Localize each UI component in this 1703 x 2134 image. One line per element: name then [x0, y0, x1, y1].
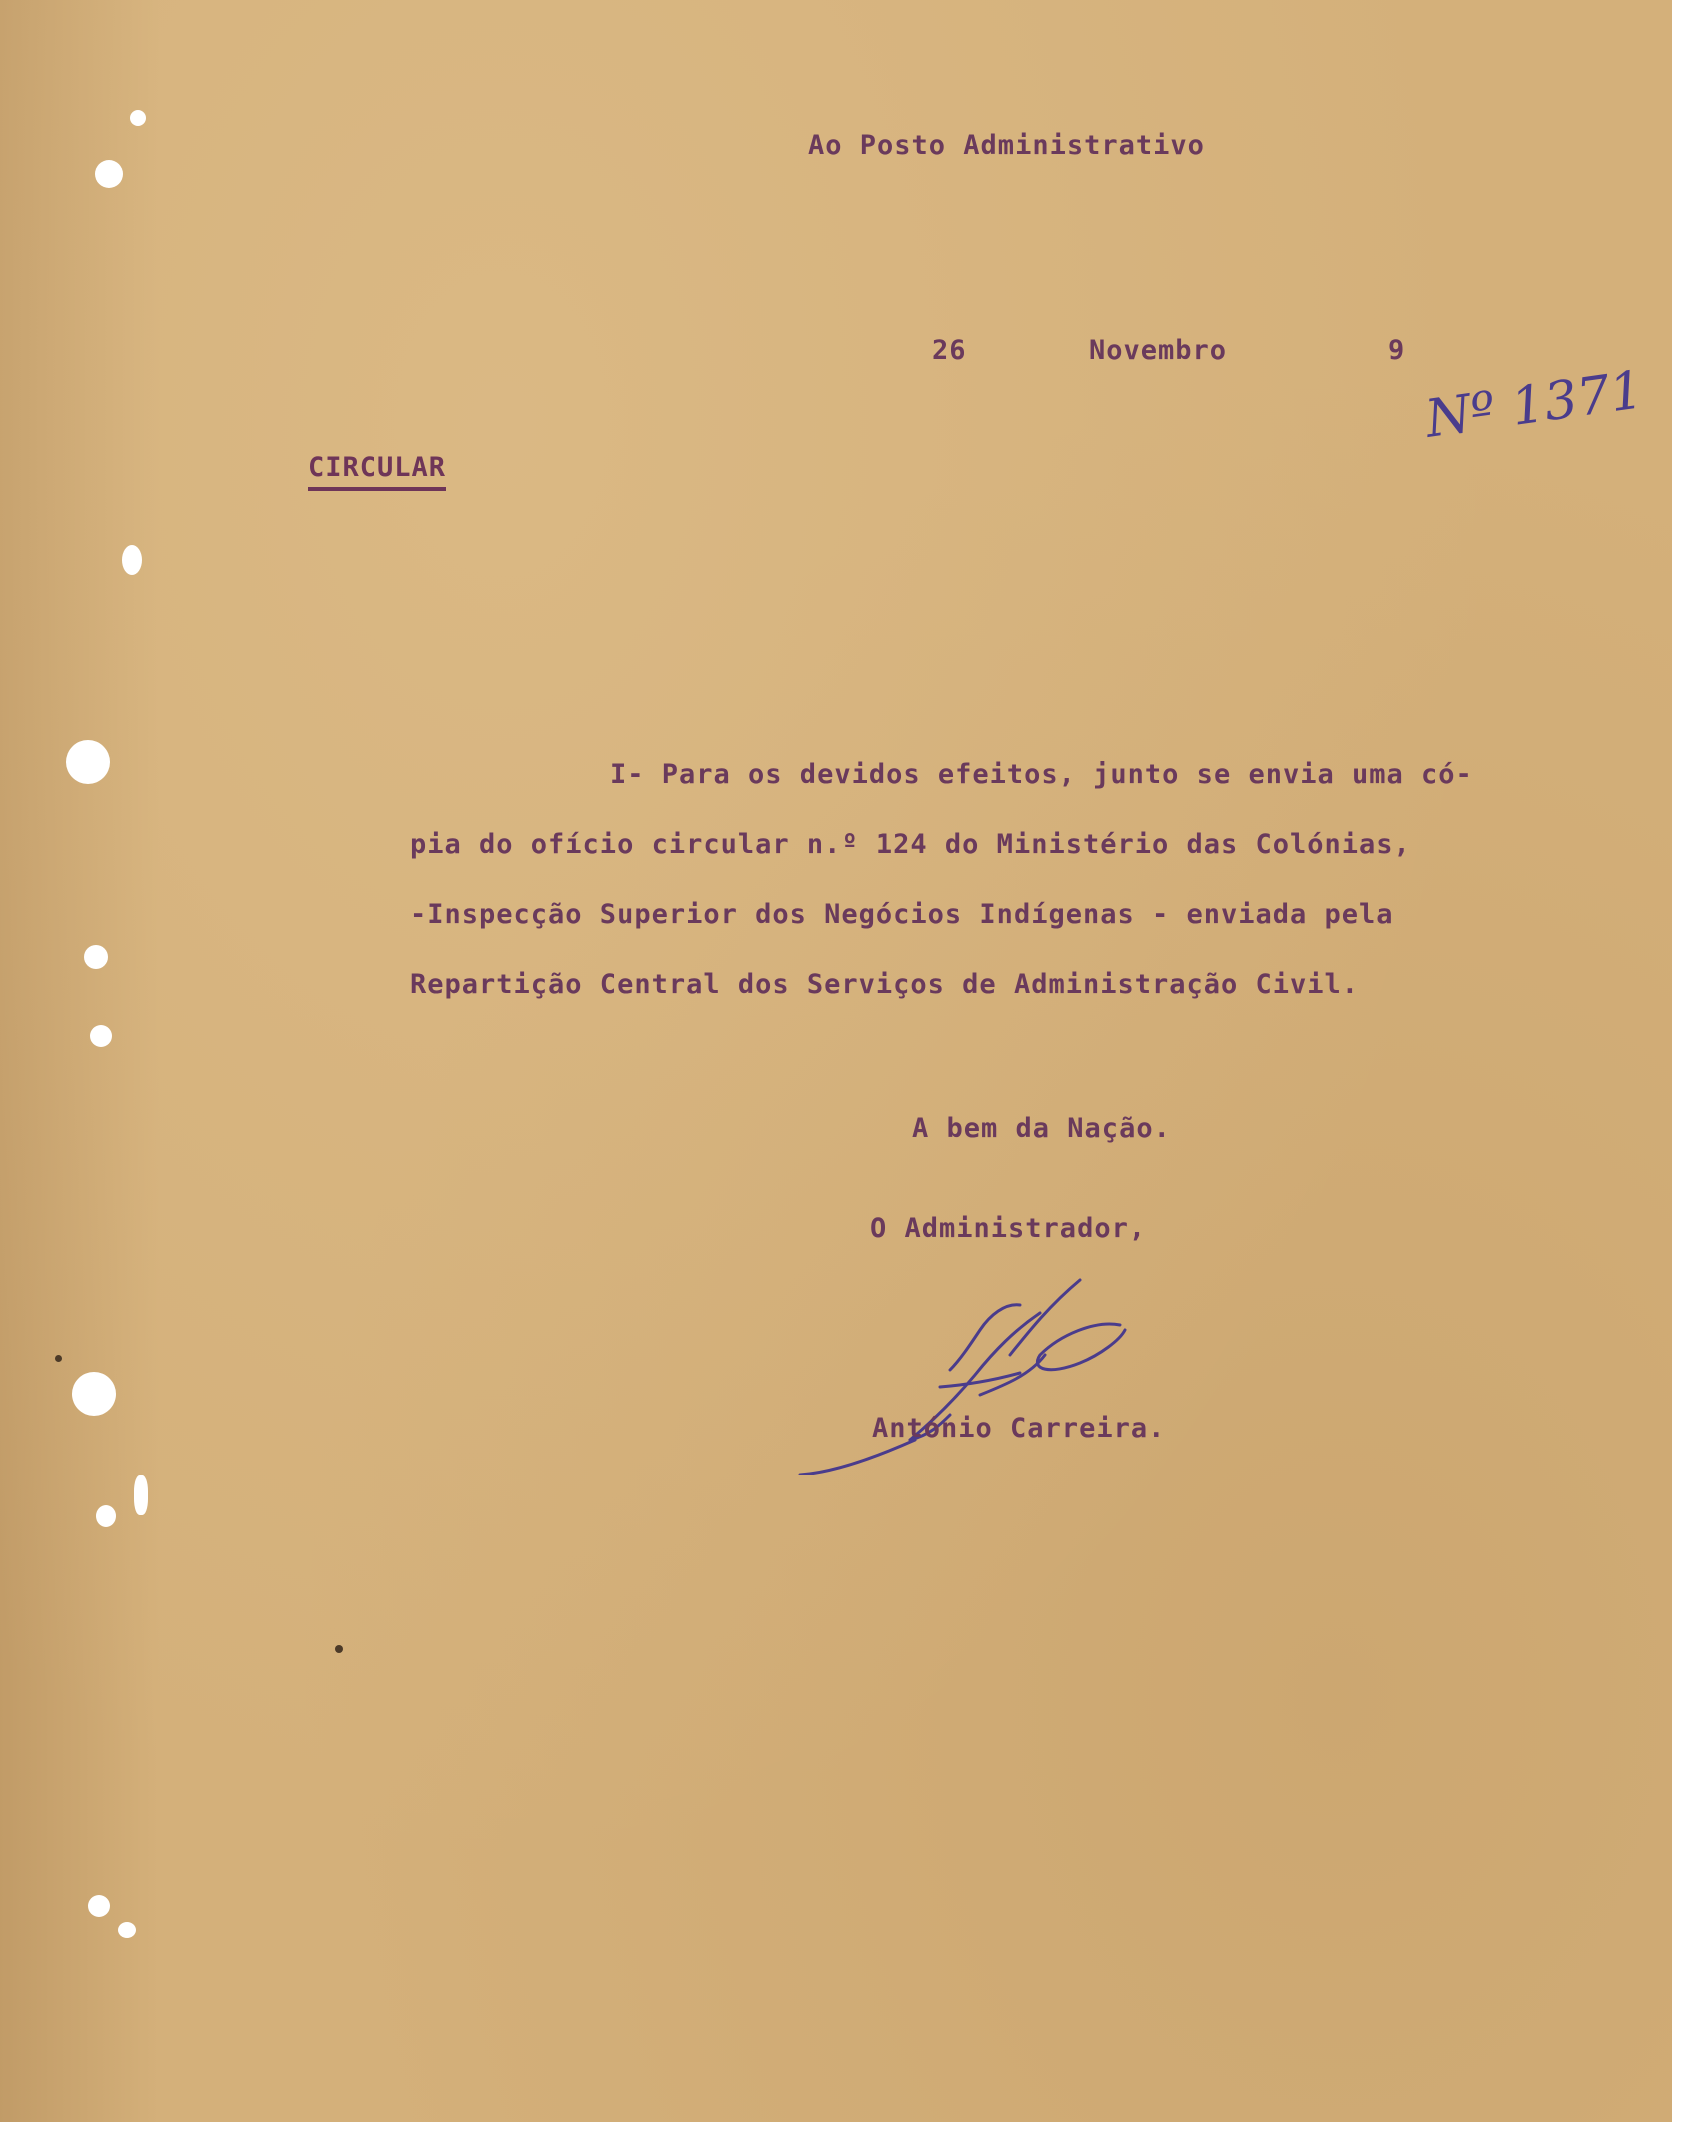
- punch-hole-bottom-small: [118, 1922, 136, 1938]
- body-line: I- Para os devidos efeitos, junto se envia uma có-: [610, 759, 1473, 790]
- ink-dot-margin: [55, 1355, 62, 1362]
- punch-hole-upper: [122, 545, 142, 575]
- date-day: 26: [932, 335, 967, 366]
- punch-hole-lower-small-2: [134, 1475, 148, 1515]
- punch-hole-small-top: [130, 110, 146, 126]
- body-paragraph: [410, 740, 1625, 1020]
- punch-hole-bottom: [88, 1895, 110, 1917]
- punch-hole-middle: [66, 740, 110, 784]
- handwritten-signature: [790, 1275, 1180, 1475]
- circular-heading: CIRCULAR: [308, 452, 446, 491]
- punch-hole-lower: [72, 1372, 116, 1416]
- ink-dot: [335, 1645, 343, 1653]
- body-line: -Inspecção Superior dos Negócios Indígenas - enviada pela: [410, 899, 1394, 930]
- date-year: 9: [1388, 335, 1406, 366]
- body-line: Repartição Central dos Serviços de Administração Civil.: [410, 969, 1360, 1000]
- date-month: Novembro: [1089, 335, 1228, 366]
- punch-hole-mid-small: [84, 945, 108, 969]
- handwritten-archive-number: Nº 1371: [1421, 360, 1647, 450]
- signer-name: António Carreira.: [872, 1413, 1166, 1444]
- punch-hole-lower-small: [96, 1505, 116, 1527]
- closing-salutation: A bem da Nação.: [912, 1113, 1171, 1144]
- signer-title: O Administrador,: [870, 1213, 1147, 1244]
- body-line: pia do ofício circular n.º 124 do Ministério das Colónias,: [410, 829, 1411, 860]
- recipient-line: Ao Posto Administrativo: [808, 130, 1205, 161]
- punch-hole-top: [95, 160, 123, 188]
- punch-hole-mid-small-2: [90, 1025, 112, 1047]
